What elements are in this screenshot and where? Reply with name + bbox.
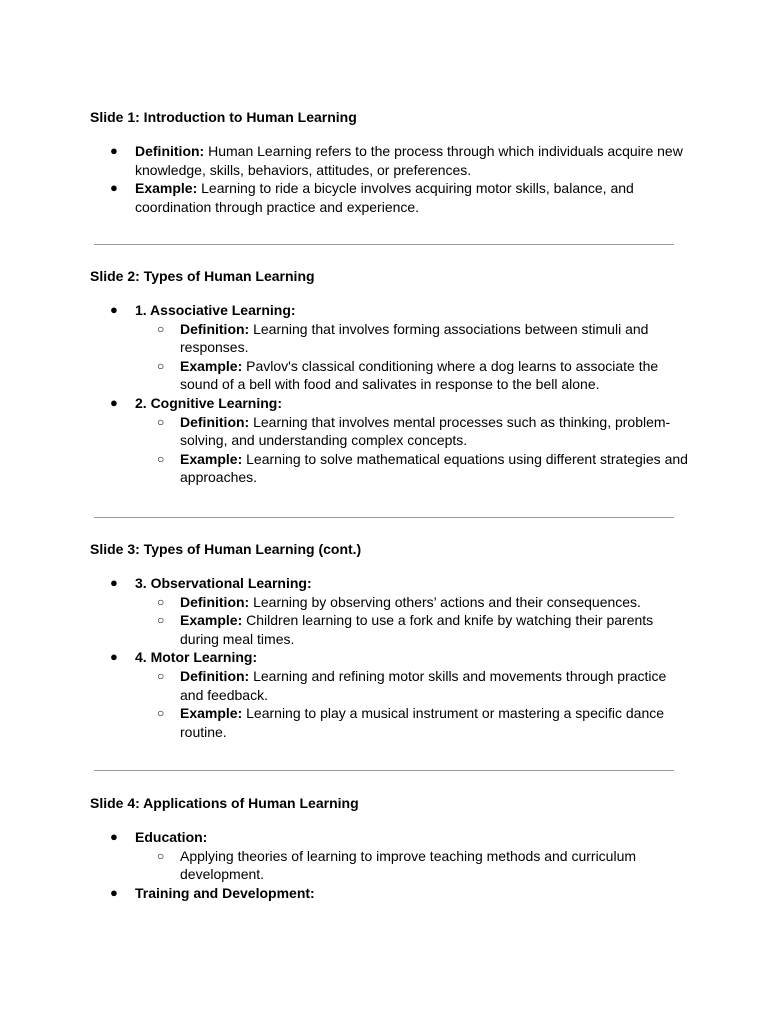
list-item — [90, 301, 690, 394]
filled-bullet-icon: ● — [110, 649, 118, 665]
slide-4-section — [90, 794, 690, 902]
slide-title: Slide 2: Types of Human Learning — [90, 268, 315, 284]
item-label: Education: — [135, 829, 208, 845]
list-item — [90, 179, 690, 216]
sub-list — [135, 593, 690, 649]
hollow-bullet-icon: ○ — [157, 594, 165, 609]
bullet-list — [90, 828, 690, 902]
slide-title: Slide 4: Applications of Human Learning — [90, 795, 359, 811]
item-text: Applying theories of learning to improve teaching methods and curriculum development. — [180, 847, 637, 883]
item-label: Example: — [180, 357, 243, 374]
filled-bullet-icon: ● — [110, 884, 118, 900]
section-divider — [94, 244, 674, 245]
sub-list — [135, 667, 690, 741]
filled-bullet-icon: ● — [110, 394, 118, 410]
sub-list-item — [135, 450, 690, 487]
sub-list — [135, 320, 690, 394]
item-label: Example: — [180, 705, 243, 722]
item-label: Definition: — [180, 320, 250, 337]
sub-list-item — [135, 320, 690, 357]
item-text: Learning and refining motor skills and movements through practice and feedback. — [180, 667, 667, 703]
list-item — [90, 648, 690, 741]
filled-bullet-icon: ● — [110, 302, 118, 317]
item-text: Children learning to use a fork and knife by watching their parents during meal times. — [180, 612, 654, 647]
filled-bullet-icon: ● — [110, 180, 118, 196]
hollow-bullet-icon: ○ — [157, 706, 165, 721]
item-label: Definition: — [135, 143, 205, 159]
sub-list-item — [135, 611, 690, 648]
hollow-bullet-icon: ○ — [157, 848, 165, 863]
slide-title: Slide 1: Introduction to Human Learning — [90, 109, 357, 125]
section-divider — [94, 517, 674, 518]
item-label: 3. Observational Learning: — [135, 575, 312, 591]
item-text: Learning to solve mathematical equations using different strategies and approaches. — [180, 450, 688, 486]
item-label: Definition: — [180, 667, 250, 684]
sub-list-item — [135, 667, 690, 704]
filled-bullet-icon: ● — [110, 829, 118, 844]
sub-list-item — [135, 704, 690, 741]
sub-list — [135, 847, 690, 884]
sub-list-item — [135, 357, 690, 394]
hollow-bullet-icon: ○ — [157, 613, 165, 628]
sub-list-item — [135, 847, 690, 884]
list-item — [90, 142, 690, 179]
item-label: 2. Cognitive Learning: — [135, 394, 283, 411]
sub-list — [135, 413, 690, 487]
list-item — [90, 394, 690, 487]
item-label: Definition: — [180, 413, 250, 430]
bullet-list — [90, 301, 690, 487]
item-text: Learning that involves forming associations between stimuli and responses. — [180, 320, 649, 356]
item-label: Example: — [135, 180, 198, 197]
hollow-bullet-icon: ○ — [157, 668, 165, 683]
item-label: 4. Motor Learning: — [135, 649, 258, 666]
filled-bullet-icon: ● — [110, 143, 118, 158]
hollow-bullet-icon: ○ — [157, 358, 165, 373]
item-text: Learning to ride a bicycle involves acquiring motor skills, balance, and coordination through practice and experience. — [135, 180, 634, 215]
sub-list-item — [135, 593, 690, 612]
list-item — [90, 884, 690, 903]
list-item — [90, 828, 690, 884]
slide-2-section — [90, 267, 690, 487]
item-text: Pavlov's classical conditioning where a dog learns to associate the sound of a bell with food and salivates in response to the bell alone. — [180, 357, 659, 393]
bullet-list — [90, 142, 690, 216]
hollow-bullet-icon: ○ — [157, 451, 165, 466]
slide-1-section — [90, 108, 690, 216]
slide-3-section — [90, 540, 690, 741]
hollow-bullet-icon: ○ — [157, 321, 165, 336]
item-label: Example: — [180, 612, 243, 629]
section-divider — [94, 770, 674, 771]
item-text: Learning that involves mental processes such as thinking, problem-solving, and understanding complex concepts. — [180, 413, 671, 449]
list-item — [90, 574, 690, 648]
item-label: 1. Associative Learning: — [135, 302, 296, 318]
item-label: Definition: — [180, 593, 250, 610]
sub-list-item — [135, 413, 690, 450]
filled-bullet-icon: ● — [110, 575, 118, 590]
slide-title: Slide 3: Types of Human Learning (cont.) — [90, 541, 362, 557]
item-text: Human Learning refers to the process through which individuals acquire new knowledge, skills, behaviors, attitudes, or preferences. — [135, 143, 683, 178]
item-text: Learning to play a musical instrument or mastering a specific dance routine. — [180, 705, 665, 740]
item-text: Learning by observing others’ actions and their consequences. — [249, 593, 641, 610]
item-label: Training and Development: — [135, 884, 315, 901]
hollow-bullet-icon: ○ — [157, 414, 165, 429]
bullet-list — [90, 574, 690, 741]
item-label: Example: — [180, 450, 243, 467]
